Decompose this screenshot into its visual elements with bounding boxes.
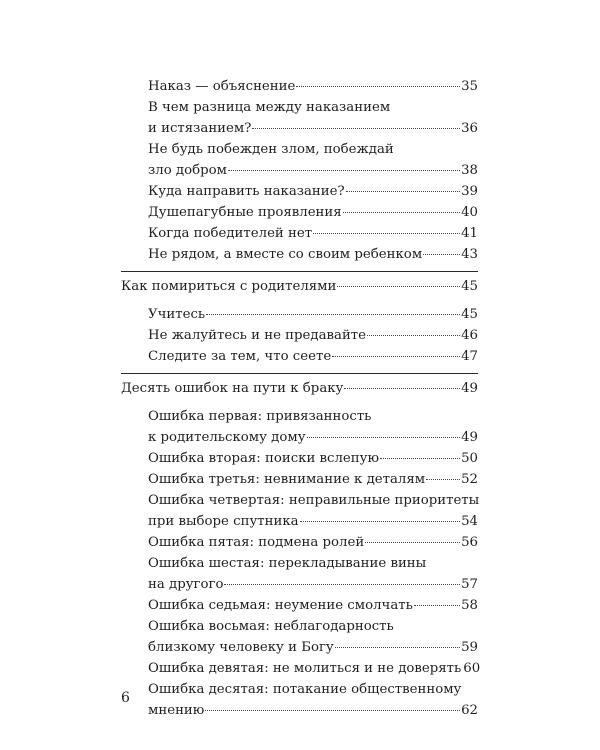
dot-leader [228,170,460,171]
dot-leader [300,521,460,522]
toc-entry-title: Ошибка третья: невнимание к деталям [148,472,426,487]
toc-entry-title: к родительскому дому [148,430,306,445]
toc-entry-title: близкому человеку и Богу [148,640,334,655]
toc-entry-title: В чем разница между наказанием [148,100,391,115]
dot-leader [313,233,460,234]
toc-entry-title: Не будь побежден злом, побеждай [148,142,394,157]
dot-leader [224,584,460,585]
toc-page-number: 35 [461,79,478,94]
toc-entry-line [148,97,478,118]
toc-page-number: 57 [461,577,478,592]
toc-page-number: 54 [461,514,478,529]
toc-entry-line [148,139,478,160]
toc-entry-line [148,346,478,367]
toc-entry-line [148,118,478,139]
toc-entry-title: Ошибка пятая: подмена ролей [148,535,365,550]
section-divider [121,271,478,272]
dot-leader [346,191,460,192]
toc-page-number: 43 [461,247,478,262]
toc-entry [121,532,478,553]
toc-entry-line [148,76,478,97]
dot-leader [206,314,460,315]
toc-page-number: 45 [461,307,478,322]
table-of-contents [121,76,481,721]
dot-leader [344,388,460,389]
toc-page-number: 36 [461,121,478,136]
toc-entry [121,223,478,244]
toc-entry-line [148,469,478,490]
toc-page-number: 49 [461,381,478,396]
toc-entry-line [148,658,481,679]
toc-page-number: 38 [461,163,478,178]
dot-leader [252,128,460,129]
toc-page-number: 41 [461,226,478,241]
toc-page-number: 46 [461,328,478,343]
toc-entry-title: Ошибка седьмая: неумение смолчать [148,598,413,613]
dot-leader [307,437,461,438]
toc-page-number: 62 [461,703,478,718]
dot-leader [343,212,460,213]
toc-entry-line [148,244,478,265]
dot-leader [423,254,460,255]
toc-entry-line [148,574,478,595]
toc-entry-line [148,223,478,244]
toc-entry-title: Не рядом, а вместе со своим ребенком [148,247,423,262]
toc-entry-title: Учитесь [148,307,206,322]
dot-leader [367,335,460,336]
toc-entry-title: Ошибка десятая: потакание общественному [148,682,462,697]
toc-entry [121,76,478,97]
toc-page-number: 60 [463,661,481,676]
toc-entry-title: Ошибка шестая: перекладывание вины [148,556,427,571]
toc-entry-line [148,202,478,223]
toc-page-number: 45 [461,279,478,294]
toc-entry-title: зло добром [148,163,227,178]
toc-entry-line [148,325,478,346]
toc-entry-line [121,378,478,399]
toc-entry-title: Ошибка первая: привязанность [148,409,372,424]
toc-entry [121,325,478,346]
dot-leader [426,479,460,480]
toc-entry-title: Как помириться с родителями [121,279,337,294]
toc-entry-line [148,448,478,469]
toc-entry-title: Ошибка восьмая: неблагодарность [148,619,394,634]
toc-entry-line [148,511,478,532]
dot-leader [335,647,460,648]
toc-entry-title: и истязанием? [148,121,252,136]
toc-page-number: 59 [461,640,478,655]
toc-entry-line [121,276,478,297]
toc-page-number: 50 [461,451,478,466]
dot-leader [296,86,460,87]
toc-entry-line [148,637,478,658]
dot-leader [380,458,460,459]
toc-entry-title: Душепагубные проявления [148,205,342,220]
toc-entry-line [148,427,478,448]
toc-page-number: 52 [461,472,478,487]
toc-entry-title: Следите за тем, что сеете [148,349,332,364]
toc-entry-line [148,553,478,574]
toc-entry-line [148,490,478,511]
dot-leader [365,542,460,543]
toc-entry [121,244,478,265]
toc-page-number: 47 [461,349,478,364]
dot-leader [332,356,460,357]
toc-entry [121,553,478,595]
dot-leader [337,286,460,287]
toc-entry-line [148,595,478,616]
toc-entry [121,304,478,325]
toc-page-number: 58 [461,598,478,613]
toc-entry [121,448,478,469]
toc-section-title [121,378,478,399]
toc-entry [121,490,478,532]
toc-entry [121,346,478,367]
toc-entry [121,658,481,679]
toc-page-number: 56 [461,535,478,550]
toc-entry-title: Ошибка вторая: поиски вслепую [148,451,380,466]
toc-entry-title: Ошибка четвертая: неправильные приоритеты [148,493,480,508]
toc-entry-title: Не жалуйтесь и не предавайте [148,328,367,343]
toc-entry-line [148,406,478,427]
dot-leader [414,605,460,606]
toc-entry [121,469,478,490]
toc-entry-line [148,679,478,700]
toc-entry-title: Куда направить наказание? [148,184,345,199]
toc-entry [121,595,478,616]
toc-page-number: 39 [461,184,478,199]
toc-entry [121,616,478,658]
page-number: 6 [121,690,130,706]
toc-entry [121,679,478,721]
toc-entry-title: Наказ — объяснение [148,79,296,94]
dot-leader [205,710,460,711]
toc-entry [121,139,478,181]
toc-section-title [121,276,478,297]
section-divider [121,373,478,374]
toc-entry-title: на другого [148,577,224,592]
toc-entry [121,202,478,223]
toc-entry [121,97,478,139]
toc-entry-line [148,304,478,325]
toc-entry-title: при выборе спутника [148,514,299,529]
toc-page-number: 40 [461,205,478,220]
toc-entry-title: мнению [148,703,205,718]
toc-entry [121,181,478,202]
toc-entry-line [148,700,478,721]
toc-entry [121,406,478,448]
toc-page-number: 49 [461,430,478,445]
toc-entry-line [148,616,478,637]
toc-entry-title: Десять ошибок на пути к браку [121,381,344,396]
toc-entry-line [148,160,478,181]
toc-entry-title: Ошибка девятая: не молиться и не доверять [148,661,462,676]
toc-entry-line [148,532,478,553]
toc-entry-title: Когда победителей нет [148,226,313,241]
toc-entry-line [148,181,478,202]
